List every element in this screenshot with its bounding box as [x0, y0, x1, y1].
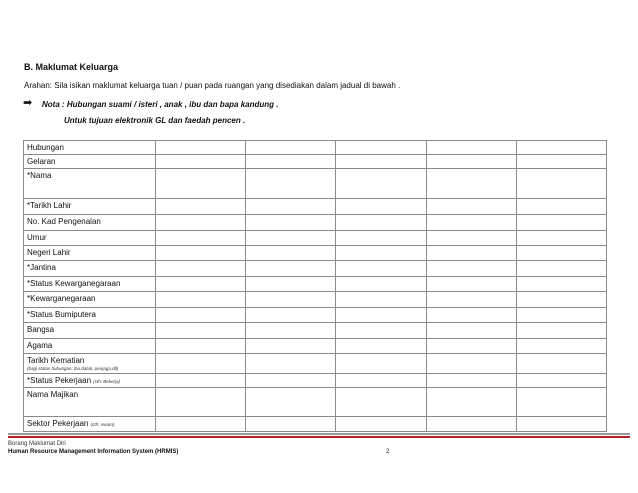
entry-cell[interactable] — [246, 169, 336, 199]
entry-cell[interactable] — [516, 169, 606, 199]
entry-cell[interactable] — [336, 388, 426, 417]
entry-cell[interactable] — [426, 141, 516, 155]
row-label-cell — [24, 246, 156, 261]
entry-cell[interactable] — [156, 199, 246, 215]
entry-cell[interactable] — [246, 215, 336, 231]
entry-cell[interactable] — [516, 354, 606, 374]
table-row — [24, 155, 607, 169]
entry-cell[interactable] — [426, 339, 516, 354]
table-row — [24, 308, 607, 323]
entry-cell[interactable] — [156, 292, 246, 308]
entry-cell[interactable] — [426, 231, 516, 246]
entry-cell[interactable] — [336, 246, 426, 261]
entry-cell[interactable] — [336, 308, 426, 323]
section-title: B. Maklumat Keluarga — [24, 62, 119, 72]
entry-cell[interactable] — [426, 246, 516, 261]
row-label-cell — [24, 215, 156, 231]
row-label: *Status Pekerjaan — [27, 376, 92, 385]
entry-cell[interactable] — [426, 261, 516, 277]
entry-cell[interactable] — [156, 374, 246, 388]
entry-cell[interactable] — [426, 354, 516, 374]
entry-cell[interactable] — [156, 246, 246, 261]
row-label: Nama Majikan — [27, 390, 79, 399]
entry-cell[interactable] — [246, 155, 336, 169]
row-label-cell — [24, 374, 156, 388]
entry-cell[interactable] — [516, 308, 606, 323]
row-hint: (bagi status hubungan: ibu,datuk, penjaga,dll) — [27, 366, 119, 371]
entry-cell[interactable] — [246, 354, 336, 374]
row-label: *Nama — [27, 171, 52, 180]
entry-cell[interactable] — [516, 246, 606, 261]
note-line-2: Untuk tujuan elektronik GL dan faedah pencen . — [64, 116, 246, 125]
row-label: *Kewarganegaraan — [27, 294, 96, 303]
row-label-cell — [24, 141, 156, 155]
entry-cell[interactable] — [426, 169, 516, 199]
entry-cell[interactable] — [246, 339, 336, 354]
entry-cell[interactable] — [246, 292, 336, 308]
entry-cell[interactable] — [246, 323, 336, 339]
entry-cell[interactable] — [336, 215, 426, 231]
table-row — [24, 374, 607, 388]
family-info-table — [23, 140, 607, 432]
row-label-cell — [24, 417, 156, 432]
row-hint: (cth: Awam) — [90, 422, 115, 427]
entry-cell[interactable] — [336, 199, 426, 215]
entry-cell[interactable] — [246, 388, 336, 417]
entry-cell[interactable] — [156, 354, 246, 374]
entry-cell[interactable] — [246, 261, 336, 277]
entry-cell[interactable] — [426, 323, 516, 339]
entry-cell[interactable] — [336, 354, 426, 374]
row-label-cell — [24, 169, 156, 199]
table-row — [24, 388, 607, 417]
table-row — [24, 354, 607, 374]
entry-cell[interactable] — [516, 155, 606, 169]
entry-cell[interactable] — [246, 277, 336, 292]
entry-cell[interactable] — [246, 417, 336, 432]
entry-cell[interactable] — [516, 199, 606, 215]
table-row — [24, 246, 607, 261]
entry-cell[interactable] — [426, 155, 516, 169]
table-row — [24, 169, 607, 199]
entry-cell[interactable] — [516, 388, 606, 417]
entry-cell[interactable] — [336, 155, 426, 169]
table-row — [24, 261, 607, 277]
row-label: Umur — [27, 233, 47, 242]
entry-cell[interactable] — [516, 231, 606, 246]
entry-cell[interactable] — [516, 323, 606, 339]
row-label-cell — [24, 277, 156, 292]
row-label: Bangsa — [27, 325, 55, 334]
row-label: *Status Bumiputera — [27, 310, 96, 319]
entry-cell[interactable] — [156, 308, 246, 323]
table-row — [24, 323, 607, 339]
row-label-cell — [24, 199, 156, 215]
entry-cell[interactable] — [156, 323, 246, 339]
entry-cell[interactable] — [246, 246, 336, 261]
row-label: Tarikh Kematian — [27, 356, 85, 365]
table-row — [24, 417, 607, 432]
entry-cell[interactable] — [246, 199, 336, 215]
table-row — [24, 199, 607, 215]
entry-cell[interactable] — [156, 277, 246, 292]
entry-cell[interactable] — [516, 261, 606, 277]
entry-cell[interactable] — [246, 231, 336, 246]
entry-cell[interactable] — [246, 308, 336, 323]
entry-cell[interactable] — [426, 308, 516, 323]
entry-cell[interactable] — [156, 169, 246, 199]
row-label: Gelaran — [27, 157, 56, 166]
entry-cell[interactable] — [426, 215, 516, 231]
entry-cell[interactable] — [516, 417, 606, 432]
row-hint: (cth: Bekerja) — [93, 379, 121, 384]
entry-cell[interactable] — [516, 215, 606, 231]
row-label: No. Kad Pengenalan — [27, 217, 101, 226]
table-row — [24, 141, 607, 155]
entry-cell[interactable] — [336, 261, 426, 277]
entry-cell[interactable] — [426, 277, 516, 292]
row-label: *Tarikh Lahir — [27, 201, 72, 210]
entry-cell[interactable] — [156, 141, 246, 155]
row-label-cell — [24, 292, 156, 308]
note-line-1: Nota : Hubungan suami / isteri , anak , ibu dan bapa kandung . — [42, 100, 279, 109]
entry-cell[interactable] — [336, 292, 426, 308]
row-label-cell — [24, 231, 156, 246]
entry-cell[interactable] — [156, 155, 246, 169]
entry-cell[interactable] — [246, 374, 336, 388]
row-label: Hubungan — [27, 143, 64, 152]
entry-cell[interactable] — [336, 339, 426, 354]
entry-cell[interactable] — [156, 231, 246, 246]
entry-cell[interactable] — [336, 169, 426, 199]
entry-cell[interactable] — [336, 277, 426, 292]
footer-divider-red — [8, 436, 630, 438]
row-label-cell — [24, 388, 156, 417]
table-row — [24, 339, 607, 354]
page-number: 2 — [386, 449, 390, 455]
row-label-cell — [24, 354, 156, 374]
row-label-cell — [24, 308, 156, 323]
right-arrow-icon: ➡ — [23, 97, 33, 109]
row-label-cell — [24, 339, 156, 354]
entry-cell[interactable] — [156, 261, 246, 277]
footer-system-name: Human Resource Management Information System (HRMIS) — [8, 449, 179, 455]
row-label: *Status Kewarganegaraan — [27, 279, 121, 288]
entry-cell[interactable] — [426, 292, 516, 308]
entry-cell[interactable] — [336, 417, 426, 432]
entry-cell[interactable] — [336, 231, 426, 246]
instruction-text: Arahan: Sila isikan maklumat keluarga tuan / puan pada ruangan yang disediakan dalam jadual di bawah . — [24, 81, 401, 90]
table-row — [24, 277, 607, 292]
row-label-cell — [24, 261, 156, 277]
entry-cell[interactable] — [336, 323, 426, 339]
entry-cell[interactable] — [156, 388, 246, 417]
entry-cell[interactable] — [426, 388, 516, 417]
entry-cell[interactable] — [516, 277, 606, 292]
entry-cell[interactable] — [336, 374, 426, 388]
entry-cell[interactable] — [426, 374, 516, 388]
entry-cell[interactable] — [426, 417, 516, 432]
entry-cell[interactable] — [156, 417, 246, 432]
table-row — [24, 292, 607, 308]
entry-cell[interactable] — [246, 141, 336, 155]
row-label-cell — [24, 155, 156, 169]
table-row — [24, 231, 607, 246]
row-label: Negeri Lahir — [27, 248, 71, 257]
row-label-cell — [24, 323, 156, 339]
footer-form-name: Borang Maklumat Diri — [8, 441, 66, 447]
entry-cell[interactable] — [516, 339, 606, 354]
row-label: *Jantina — [27, 263, 56, 272]
entry-cell[interactable] — [336, 141, 426, 155]
row-label: Sektor Pekerjaan — [27, 419, 89, 428]
entry-cell[interactable] — [426, 199, 516, 215]
table-row — [24, 215, 607, 231]
entry-cell[interactable] — [156, 339, 246, 354]
entry-cell[interactable] — [516, 374, 606, 388]
entry-cell[interactable] — [516, 141, 606, 155]
row-label: Agama — [27, 341, 53, 350]
entry-cell[interactable] — [156, 215, 246, 231]
entry-cell[interactable] — [516, 292, 606, 308]
footer-divider-gray — [8, 433, 630, 435]
